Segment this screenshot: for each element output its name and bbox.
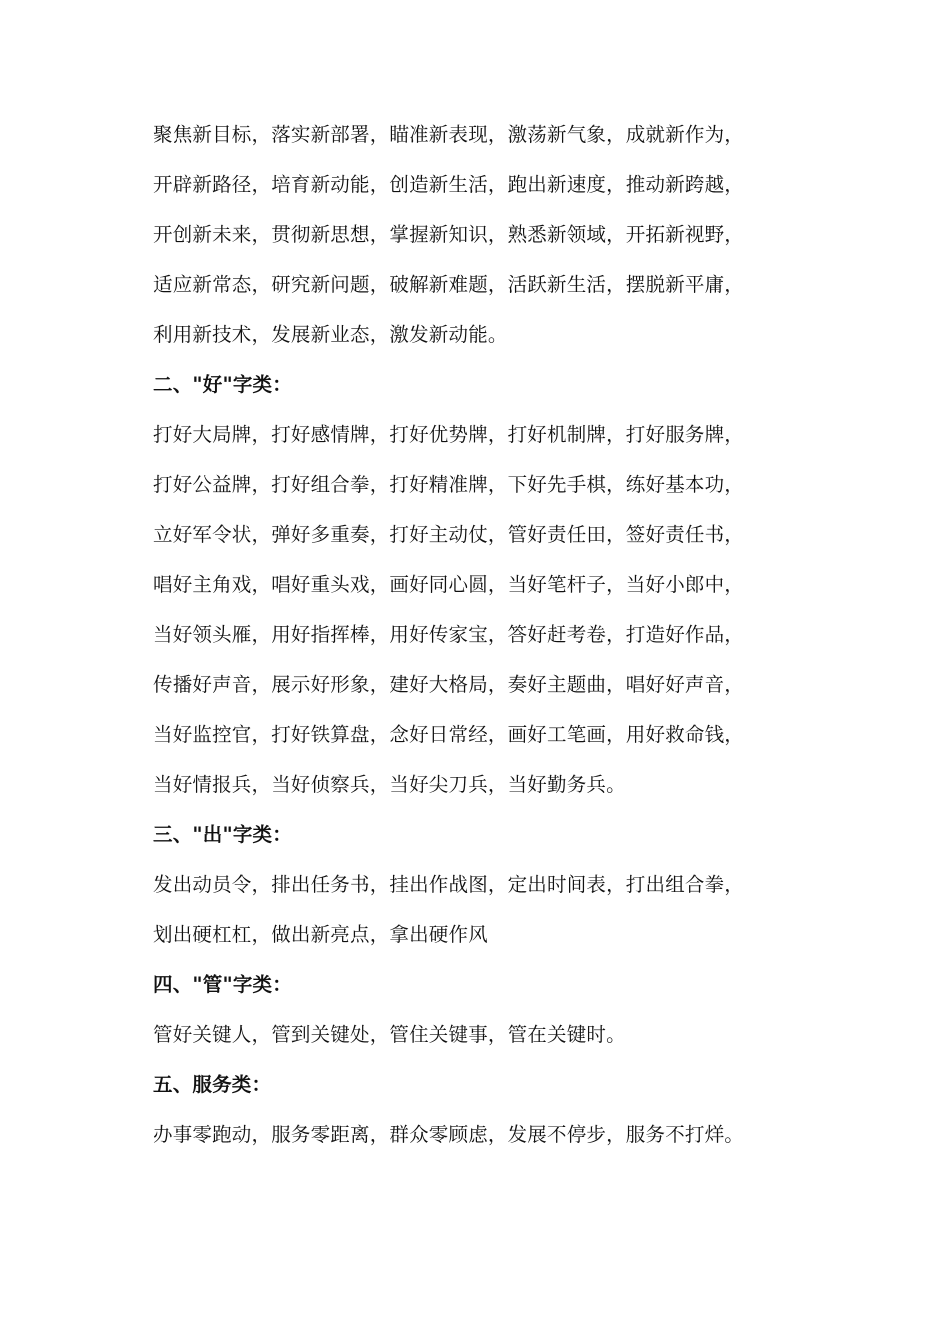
- body-text-line: 办事零跑动，服务零距离，群众零顾虑，发展不停步，服务不打烊。: [153, 1123, 745, 1146]
- section-heading: 四、"管"字类：: [153, 973, 292, 996]
- section-heading: 二、"好"字类：: [153, 373, 292, 396]
- body-text-line: 开辟新路径，培育新动能，创造新生活，跑出新速度，推动新跨越，: [153, 173, 745, 196]
- body-text-line: 当好情报兵，当好侦察兵，当好尖刀兵，当好勤务兵。: [153, 773, 626, 796]
- body-text-line: 发出动员令，排出任务书，挂出作战图，定出时间表，打出组合拳，: [153, 873, 745, 896]
- body-text-line: 唱好主角戏，唱好重头戏，画好同心圆，当好笔杆子，当好小郎中，: [153, 573, 745, 596]
- section-heading: 五、服务类：: [153, 1073, 272, 1096]
- body-text-line: 管好关键人，管到关键处，管住关键事，管在关键时。: [153, 1023, 626, 1046]
- body-text-line: 传播好声音，展示好形象，建好大格局，奏好主题曲，唱好好声音，: [153, 673, 745, 696]
- body-text-line: 开创新未来，贯彻新思想，掌握新知识，熟悉新领域，开拓新视野，: [153, 223, 745, 246]
- document-body: [153, 110, 803, 1160]
- body-text-line: 当好监控官，打好铁算盘，念好日常经，画好工笔画，用好救命钱，: [153, 723, 745, 746]
- body-text-line: 立好军令状，弹好多重奏，打好主动仗，管好责任田，签好责任书，: [153, 523, 745, 546]
- section-heading: 三、"出"字类：: [153, 823, 292, 846]
- body-text-line: 利用新技术，发展新业态，激发新动能。: [153, 323, 508, 346]
- body-text-line: 聚焦新目标，落实新部署，瞄准新表现，激荡新气象，成就新作为，: [153, 123, 745, 146]
- body-text-line: 打好大局牌，打好感情牌，打好优势牌，打好机制牌，打好服务牌，: [153, 423, 745, 446]
- body-text-line: 划出硬杠杠，做出新亮点，拿出硬作风: [153, 923, 488, 946]
- body-text-line: 打好公益牌，打好组合拳，打好精准牌，下好先手棋，练好基本功，: [153, 473, 745, 496]
- body-text-line: 适应新常态，研究新问题，破解新难题，活跃新生活，摆脱新平庸，: [153, 273, 745, 296]
- body-text-line: 当好领头雁，用好指挥棒，用好传家宝，答好赶考卷，打造好作品，: [153, 623, 745, 646]
